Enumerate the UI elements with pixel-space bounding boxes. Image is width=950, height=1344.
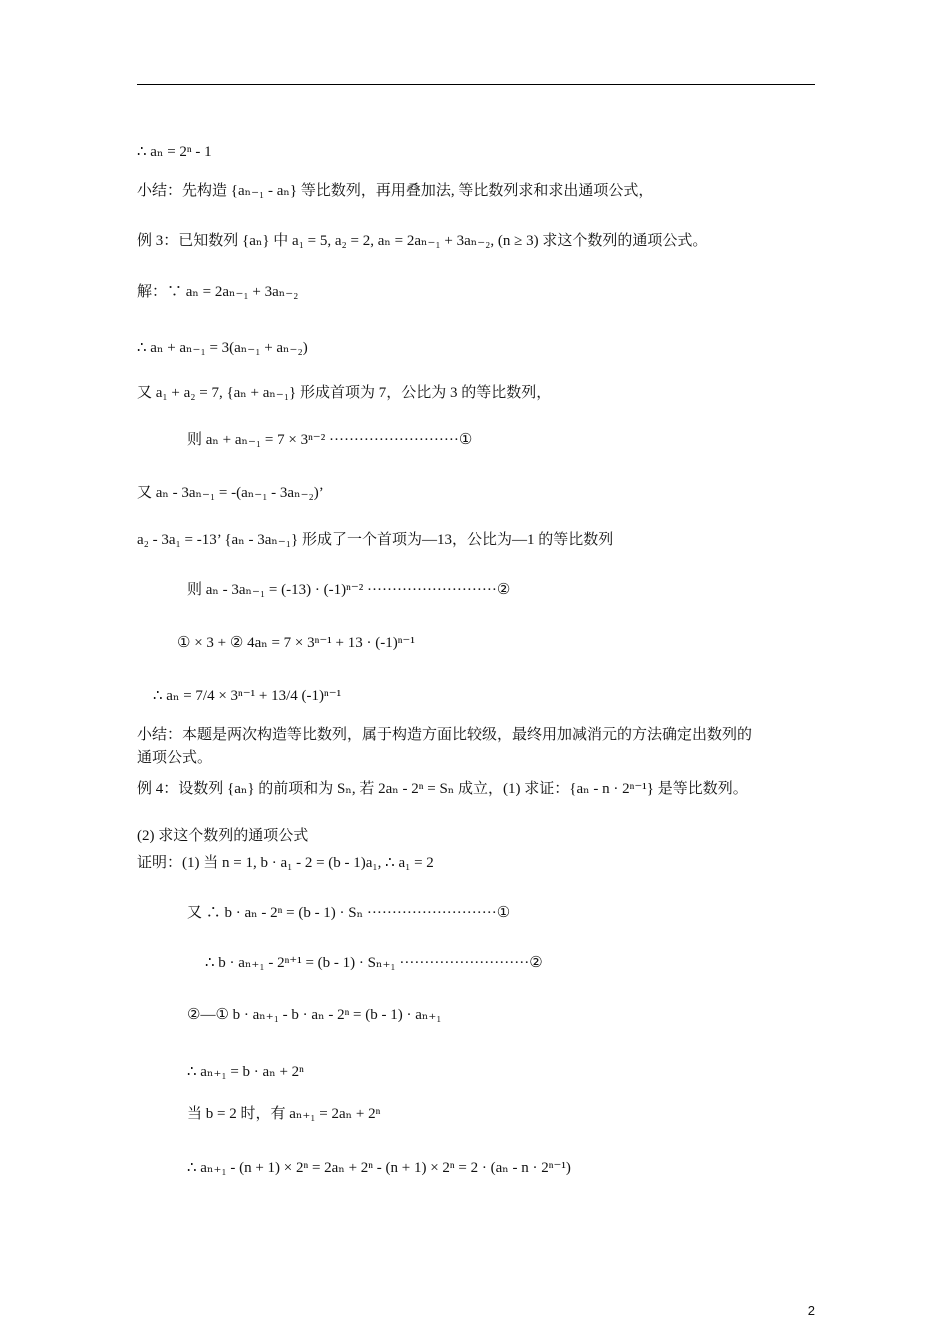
line-23: ∴ aₙ₊₁ - (n + 1) × 2ⁿ = 2aₙ + 2ⁿ - (n + 1) × 2ⁿ = 2 · (aₙ - n · 2ⁿ⁻¹) [187,1160,571,1176]
line-5: ∴ aₙ + aₙ₋₁ = 3(aₙ₋₁ + aₙ₋₂) [137,340,308,356]
line-7: 则 aₙ + aₙ₋₁ = 7 × 3ⁿ⁻² ··························① [187,432,473,448]
line-2: 小结：先构造 {aₙ₋₁ - aₙ} 等比数列，再用叠加法, 等比数列求和求出通项公式， [137,183,654,199]
line-21: ∴ aₙ₊₁ = b · aₙ + 2ⁿ [187,1064,304,1080]
line-18: 又 ∴ b · aₙ - 2ⁿ = (b - 1) · Sₙ ··························① [187,905,511,921]
line-3: 例 3：已知数列 {aₙ} 中 a₁ = 5, a₂ = 2, aₙ = 2aₙ₋₁ + 3aₙ₋₂, (n ≥ 3) 求这个数列的通项公式。 [137,233,708,249]
line-6: 又 a₁ + a₂ = 7, {aₙ + aₙ₋₁} 形成首项为 7，公比为 3 的等比数列， [137,385,552,401]
line-17: 证明：(1) 当 n = 1, b · a₁ - 2 = (b - 1)a₁, ∴ a₁ = 2 [137,855,434,871]
line-4: 解：∵ aₙ = 2aₙ₋₁ + 3aₙ₋₂ [137,284,299,300]
line-8: 又 aₙ - 3aₙ₋₁ = -(aₙ₋₁ - 3aₙ₋₂)’ [137,485,324,501]
line-13: 小结：本题是两次构造等比数列，属于构造方面比较级，最终用加减消元的方法确定出数列的 [137,727,753,743]
page-number: 2 [807,1303,815,1318]
line-16: (2) 求这个数列的通项公式 [137,828,309,844]
line-20: ②—① b · aₙ₊₁ - b · aₙ - 2ⁿ = (b - 1) · aₙ₊₁ [187,1007,442,1023]
line-19: ∴ b · aₙ₊₁ - 2ⁿ⁺¹ = (b - 1) · Sₙ₊₁ ··························② [205,955,543,971]
line-14: 通项公式。 [137,750,213,766]
header-rule [137,84,815,85]
line-11: ① × 3 + ② 4aₙ = 7 × 3ⁿ⁻¹ + 13 · (-1)ⁿ⁻¹ [177,635,415,651]
line-15: 例 4：设数列 {aₙ} 的前项和为 Sₙ, 若 2aₙ - 2ⁿ = Sₙ 成立，(1) 求证：{aₙ - n · 2ⁿ⁻¹} 是等比数列。 [137,781,748,797]
line-9: a₂ - 3a₁ = -13’ {aₙ - 3aₙ₋₁} 形成了一个首项为—13，公比为—1 的等比数列 [137,532,614,548]
line-12: ∴ aₙ = 7/4 × 3ⁿ⁻¹ + 13/4 (-1)ⁿ⁻¹ [153,688,342,704]
line-10: 则 aₙ - 3aₙ₋₁ = (-13) · (-1)ⁿ⁻² ··························② [187,582,511,598]
line-1: ∴ aₙ = 2ⁿ - 1 [137,144,212,160]
line-22: 当 b = 2 时，有 aₙ₊₁ = 2aₙ + 2ⁿ [187,1106,381,1122]
